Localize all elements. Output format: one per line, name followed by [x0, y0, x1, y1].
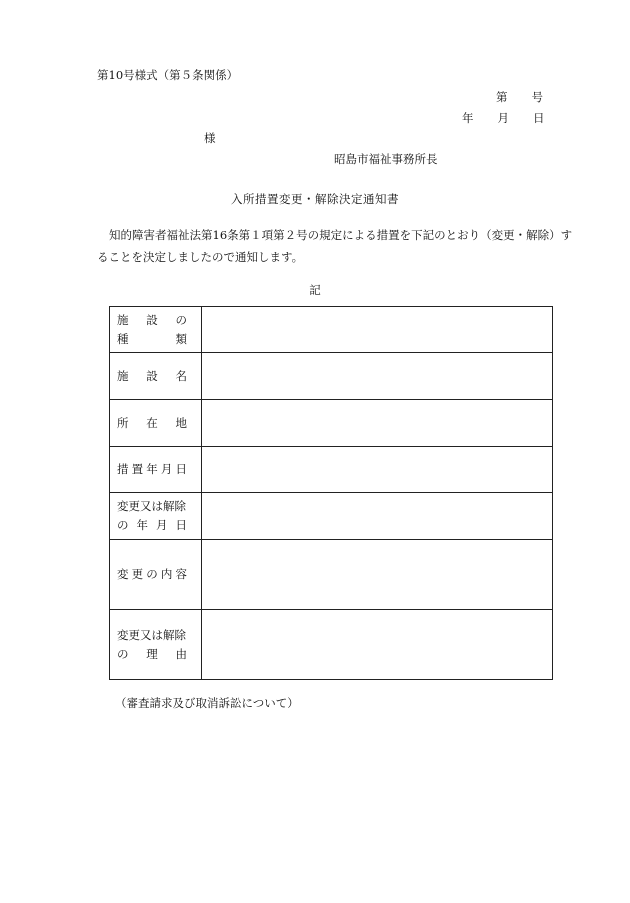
label-char: 措	[117, 462, 129, 476]
label-char: 置	[131, 462, 144, 476]
label-char: 変更又は解除	[117, 627, 186, 642]
table-row-placement-date	[110, 447, 553, 493]
label-char: 年	[146, 462, 158, 476]
table-row-facility-type	[110, 307, 553, 353]
issuer: 昭島市福祉事務所長	[334, 152, 438, 166]
date-year: 年	[462, 111, 474, 125]
label-char: 施	[117, 368, 129, 383]
label-char: 日	[175, 462, 187, 476]
row-label-location	[110, 400, 202, 447]
ki-heading: 記	[309, 283, 321, 297]
number-go: 号	[531, 90, 543, 104]
label-char: 地	[175, 415, 187, 430]
label-char: 種	[117, 331, 129, 346]
table-row-change-date	[110, 493, 553, 540]
label-char: の	[175, 312, 187, 327]
label-char: 変更又は解除	[117, 499, 186, 513]
label-line	[117, 626, 187, 645]
label-line	[117, 516, 187, 535]
body-text: 知的障害者福祉法第16条第１項第２号の規定による措置を下記のとおり（変更・解除）することを決定しましたので通知します。	[97, 228, 573, 264]
form-label: 第10号様式（第５条関係）	[97, 68, 239, 82]
label-char: 変	[117, 567, 129, 581]
row-label-change-reason	[110, 610, 202, 680]
row-label-change-date	[110, 493, 202, 540]
label-char: 類	[175, 331, 187, 346]
label-char: 更	[131, 567, 144, 581]
row-value-facility-type[interactable]	[202, 307, 553, 353]
label-char: 月	[156, 518, 168, 532]
label-char: の	[117, 518, 129, 532]
label-line	[117, 414, 187, 433]
label-line	[117, 565, 187, 584]
row-label-facility-type	[110, 307, 202, 353]
table-row-location	[110, 400, 553, 447]
label-char: の	[117, 646, 129, 661]
label-line	[117, 367, 187, 386]
label-char: 設	[146, 368, 158, 383]
label-char: 年	[136, 518, 148, 532]
label-char: 施	[117, 312, 129, 327]
table-row-change-reason	[110, 610, 553, 680]
date-day: 日	[533, 111, 545, 125]
label-line	[117, 330, 187, 349]
row-value-change-date[interactable]	[202, 493, 553, 540]
row-label-change-content	[110, 540, 202, 610]
number-dai: 第	[496, 90, 508, 104]
label-line	[117, 460, 187, 479]
row-label-facility-name	[110, 353, 202, 400]
label-char: 理	[146, 646, 158, 661]
label-char: 由	[175, 646, 187, 661]
row-value-change-content[interactable]	[202, 540, 553, 610]
label-char: 内	[160, 567, 173, 581]
label-char: の	[146, 567, 158, 581]
row-value-location[interactable]	[202, 400, 553, 447]
label-line	[117, 645, 187, 664]
label-char: 容	[175, 567, 187, 581]
appeal-note: （審査請求及び取消訴訟について）	[115, 696, 299, 710]
addressee-suffix: 様	[204, 131, 216, 145]
label-char: 所	[117, 415, 129, 430]
table-row-facility-name	[110, 353, 553, 400]
label-char: 名	[175, 368, 187, 383]
row-value-placement-date[interactable]	[202, 447, 553, 493]
row-label-placement-date	[110, 447, 202, 493]
label-line	[117, 497, 187, 516]
date-line	[462, 110, 545, 126]
label-char: 日	[175, 518, 187, 532]
document-number-line	[496, 89, 543, 105]
label-char: 設	[146, 312, 158, 327]
row-value-facility-name[interactable]	[202, 353, 553, 400]
label-char: 在	[146, 415, 158, 430]
date-month: 月	[497, 111, 509, 125]
table-row-change-content	[110, 540, 553, 610]
label-line	[117, 311, 187, 330]
record-table	[109, 306, 553, 680]
label-char: 月	[160, 462, 173, 476]
row-value-change-reason[interactable]	[202, 610, 553, 680]
document-title: 入所措置変更・解除決定通知書	[231, 192, 399, 206]
